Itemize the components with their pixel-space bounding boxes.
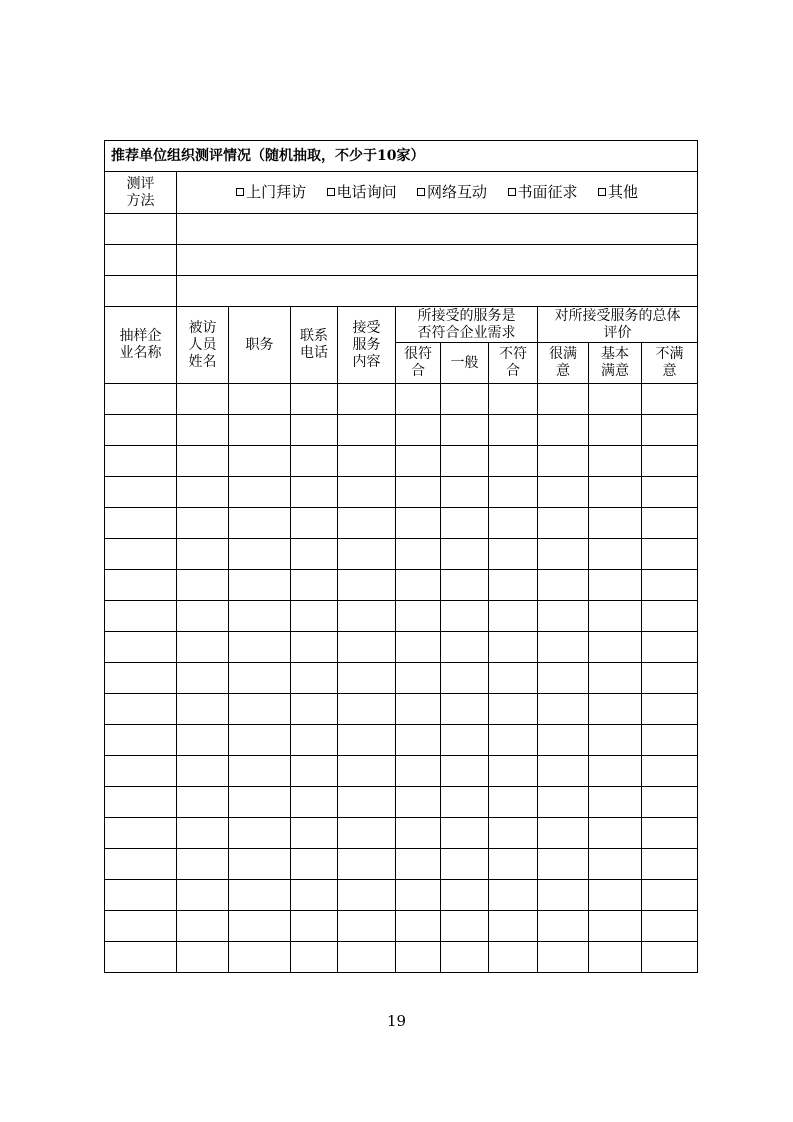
table-cell[interactable] xyxy=(538,384,589,415)
table-cell[interactable] xyxy=(642,787,698,818)
table-cell[interactable] xyxy=(538,694,589,725)
table-cell[interactable] xyxy=(538,818,589,849)
table-cell[interactable] xyxy=(441,818,489,849)
table-cell[interactable] xyxy=(396,384,441,415)
header-meets-needs-group: 所接受的服务是 否符合企业需求 xyxy=(396,307,538,343)
table-cell[interactable] xyxy=(229,911,291,942)
table-cell[interactable] xyxy=(441,787,489,818)
table-cell[interactable] xyxy=(538,787,589,818)
table-cell[interactable] xyxy=(538,880,589,911)
table-row xyxy=(105,632,698,663)
table-cell[interactable] xyxy=(589,508,642,539)
table-row xyxy=(105,911,698,942)
table-cell[interactable] xyxy=(642,415,698,446)
option-onsite-visit[interactable]: 上门拜访 xyxy=(236,184,306,201)
table-cell[interactable] xyxy=(177,508,229,539)
option-written-request[interactable]: 书面征求 xyxy=(508,184,578,201)
table-cell[interactable] xyxy=(538,756,589,787)
table-cell[interactable] xyxy=(396,477,441,508)
table-cell[interactable] xyxy=(642,508,698,539)
table-cell[interactable] xyxy=(177,725,229,756)
table-cell[interactable] xyxy=(177,818,229,849)
table-cell[interactable] xyxy=(489,880,538,911)
table-cell[interactable] xyxy=(441,632,489,663)
table-cell[interactable] xyxy=(441,725,489,756)
method-detail-row xyxy=(105,214,698,245)
page-number: 19 xyxy=(386,1012,407,1030)
table-cell[interactable] xyxy=(105,756,177,787)
table-cell[interactable] xyxy=(105,818,177,849)
method-label-line1: 测评 xyxy=(126,175,155,192)
table-cell[interactable] xyxy=(489,942,538,973)
table-cell[interactable] xyxy=(642,601,698,632)
table-cell[interactable] xyxy=(642,632,698,663)
table-cell[interactable] xyxy=(642,880,698,911)
table-cell[interactable] xyxy=(538,911,589,942)
table-cell[interactable] xyxy=(291,911,338,942)
table-cell[interactable] xyxy=(177,539,229,570)
table-cell[interactable] xyxy=(642,539,698,570)
table-cell[interactable] xyxy=(291,384,338,415)
table-cell[interactable] xyxy=(105,601,177,632)
table-cell[interactable] xyxy=(396,632,441,663)
table-cell[interactable] xyxy=(229,942,291,973)
table-cell[interactable] xyxy=(396,880,441,911)
table-cell[interactable] xyxy=(538,415,589,446)
table-title: 推荐单位组织测评情况（随机抽取，不少于10家） xyxy=(105,141,698,172)
table-cell[interactable] xyxy=(441,601,489,632)
table-cell[interactable] xyxy=(338,880,396,911)
table-row xyxy=(105,570,698,601)
header-position: 职务 xyxy=(229,307,291,384)
table-cell[interactable] xyxy=(177,911,229,942)
table-cell[interactable] xyxy=(291,477,338,508)
table-cell[interactable] xyxy=(642,818,698,849)
table-cell[interactable] xyxy=(441,477,489,508)
table-cell[interactable] xyxy=(229,663,291,694)
header-eval-mid: 基本 满意 xyxy=(589,343,642,384)
table-row xyxy=(105,787,698,818)
table-cell[interactable] xyxy=(177,415,229,446)
table-row xyxy=(105,384,698,415)
checkbox-icon[interactable] xyxy=(417,188,425,196)
table-cell[interactable] xyxy=(291,818,338,849)
table-cell[interactable] xyxy=(489,570,538,601)
table-cell[interactable] xyxy=(229,725,291,756)
table-cell[interactable] xyxy=(441,942,489,973)
table-cell[interactable] xyxy=(642,446,698,477)
table-cell[interactable] xyxy=(589,880,642,911)
table-cell[interactable] xyxy=(538,446,589,477)
table-cell[interactable] xyxy=(396,508,441,539)
table-cell[interactable] xyxy=(105,694,177,725)
table-cell[interactable] xyxy=(489,477,538,508)
table-cell[interactable] xyxy=(291,508,338,539)
table-cell[interactable] xyxy=(177,787,229,818)
header-meets-high: 很符 合 xyxy=(396,343,441,384)
table-cell[interactable] xyxy=(338,570,396,601)
table-cell[interactable] xyxy=(229,477,291,508)
table-cell[interactable] xyxy=(441,508,489,539)
table-cell[interactable] xyxy=(229,818,291,849)
table-cell[interactable] xyxy=(229,570,291,601)
table-cell[interactable] xyxy=(291,570,338,601)
table-cell[interactable] xyxy=(589,601,642,632)
table-cell[interactable] xyxy=(589,849,642,880)
table-cell[interactable] xyxy=(105,539,177,570)
table-row xyxy=(105,756,698,787)
table-cell[interactable] xyxy=(538,725,589,756)
table-cell[interactable] xyxy=(538,632,589,663)
header-meets-mid: 一般 xyxy=(441,343,489,384)
header-phone: 联系 电话 xyxy=(291,307,338,384)
table-cell[interactable] xyxy=(338,601,396,632)
table-cell[interactable] xyxy=(489,911,538,942)
table-cell[interactable] xyxy=(396,446,441,477)
table-cell[interactable] xyxy=(441,570,489,601)
table-cell[interactable] xyxy=(489,415,538,446)
table-cell[interactable] xyxy=(441,384,489,415)
table-row xyxy=(105,415,698,446)
table-cell[interactable] xyxy=(105,849,177,880)
table-cell[interactable] xyxy=(489,601,538,632)
table-cell[interactable] xyxy=(396,601,441,632)
table-cell[interactable] xyxy=(338,942,396,973)
table-cell[interactable] xyxy=(229,849,291,880)
table-cell[interactable] xyxy=(229,384,291,415)
table-cell[interactable] xyxy=(177,694,229,725)
table-cell[interactable] xyxy=(291,849,338,880)
table-cell[interactable] xyxy=(291,756,338,787)
table-cell[interactable] xyxy=(489,787,538,818)
table-cell[interactable] xyxy=(642,756,698,787)
table-cell[interactable] xyxy=(589,942,642,973)
table-cell[interactable] xyxy=(229,415,291,446)
checkbox-icon[interactable] xyxy=(508,188,516,196)
table-cell[interactable] xyxy=(642,849,698,880)
table-cell[interactable] xyxy=(291,539,338,570)
table-row xyxy=(105,508,698,539)
table-cell[interactable] xyxy=(538,570,589,601)
table-cell[interactable] xyxy=(642,942,698,973)
table-cell[interactable] xyxy=(642,911,698,942)
table-row xyxy=(105,446,698,477)
table-row xyxy=(105,880,698,911)
table-cell[interactable] xyxy=(441,849,489,880)
table-cell[interactable] xyxy=(589,756,642,787)
table-cell[interactable] xyxy=(338,849,396,880)
table-cell[interactable] xyxy=(229,694,291,725)
table-cell[interactable] xyxy=(589,632,642,663)
header-company-name: 抽样企 业名称 xyxy=(105,307,177,384)
table-row xyxy=(105,942,698,973)
table-cell[interactable] xyxy=(291,694,338,725)
evaluation-form-table xyxy=(104,140,698,973)
table-cell[interactable] xyxy=(105,384,177,415)
table-cell[interactable] xyxy=(229,787,291,818)
table-cell[interactable] xyxy=(229,446,291,477)
checkbox-icon[interactable] xyxy=(327,188,335,196)
header-eval-high: 很满 意 xyxy=(538,343,589,384)
table-cell[interactable] xyxy=(441,694,489,725)
method-label xyxy=(105,172,177,214)
table-cell[interactable] xyxy=(105,632,177,663)
table-cell[interactable] xyxy=(489,663,538,694)
table-cell[interactable] xyxy=(177,384,229,415)
table-cell[interactable] xyxy=(589,818,642,849)
table-cell[interactable] xyxy=(396,787,441,818)
table-cell[interactable] xyxy=(177,446,229,477)
table-cell[interactable] xyxy=(177,601,229,632)
table-cell[interactable] xyxy=(441,539,489,570)
table-cell[interactable] xyxy=(441,880,489,911)
table-cell[interactable] xyxy=(538,849,589,880)
table-row xyxy=(105,818,698,849)
table-cell[interactable] xyxy=(338,911,396,942)
table-cell[interactable] xyxy=(105,663,177,694)
table-cell[interactable] xyxy=(177,849,229,880)
table-row xyxy=(105,477,698,508)
table-cell[interactable] xyxy=(396,663,441,694)
table-cell[interactable] xyxy=(229,508,291,539)
table-cell[interactable] xyxy=(589,787,642,818)
table-cell[interactable] xyxy=(441,911,489,942)
table-cell[interactable] xyxy=(589,415,642,446)
table-cell[interactable] xyxy=(338,415,396,446)
table-cell[interactable] xyxy=(105,725,177,756)
table-cell[interactable] xyxy=(338,694,396,725)
column-header-row-1 xyxy=(105,307,698,343)
table-row xyxy=(105,601,698,632)
table-cell[interactable] xyxy=(105,508,177,539)
table-cell[interactable] xyxy=(396,911,441,942)
table-cell[interactable] xyxy=(291,415,338,446)
table-cell[interactable] xyxy=(489,818,538,849)
table-cell[interactable] xyxy=(177,756,229,787)
table-cell[interactable] xyxy=(538,477,589,508)
table-cell[interactable] xyxy=(338,384,396,415)
table-row xyxy=(105,725,698,756)
table-cell[interactable] xyxy=(441,415,489,446)
table-cell[interactable] xyxy=(642,384,698,415)
table-row xyxy=(105,694,698,725)
table-cell[interactable] xyxy=(589,446,642,477)
table-cell[interactable] xyxy=(338,663,396,694)
table-cell[interactable] xyxy=(589,694,642,725)
header-service-content: 接受 服务 内容 xyxy=(338,307,396,384)
table-cell[interactable] xyxy=(338,539,396,570)
table-cell[interactable] xyxy=(396,818,441,849)
table-cell[interactable] xyxy=(291,942,338,973)
table-cell[interactable] xyxy=(338,818,396,849)
table-cell[interactable] xyxy=(105,446,177,477)
table-cell[interactable] xyxy=(105,415,177,446)
table-cell[interactable] xyxy=(396,570,441,601)
table-cell[interactable] xyxy=(105,787,177,818)
table-cell[interactable] xyxy=(489,384,538,415)
method-label-line2: 方法 xyxy=(126,192,155,209)
table-cell[interactable] xyxy=(489,539,538,570)
method-options xyxy=(177,172,698,214)
table-cell[interactable] xyxy=(396,694,441,725)
table-cell[interactable] xyxy=(396,725,441,756)
table-cell[interactable] xyxy=(229,601,291,632)
table-cell[interactable] xyxy=(338,632,396,663)
table-cell[interactable] xyxy=(538,508,589,539)
header-eval-low: 不满 意 xyxy=(642,343,698,384)
table-cell[interactable] xyxy=(105,477,177,508)
table-cell[interactable] xyxy=(441,756,489,787)
table-cell[interactable] xyxy=(177,942,229,973)
method-row xyxy=(105,172,698,214)
table-cell[interactable] xyxy=(291,725,338,756)
option-other[interactable]: 其他 xyxy=(598,184,638,201)
table-cell[interactable] xyxy=(538,539,589,570)
table-cell[interactable] xyxy=(396,415,441,446)
table-cell[interactable] xyxy=(589,725,642,756)
table-cell[interactable] xyxy=(642,694,698,725)
table-cell[interactable] xyxy=(177,663,229,694)
table-cell[interactable] xyxy=(105,911,177,942)
table-cell[interactable] xyxy=(396,942,441,973)
table-cell[interactable] xyxy=(338,508,396,539)
table-cell[interactable] xyxy=(589,477,642,508)
table-cell[interactable] xyxy=(489,849,538,880)
table-cell[interactable] xyxy=(338,725,396,756)
table-cell[interactable] xyxy=(642,570,698,601)
table-cell[interactable] xyxy=(589,911,642,942)
method-detail-row xyxy=(105,245,698,276)
table-cell[interactable] xyxy=(338,477,396,508)
table-cell[interactable] xyxy=(642,477,698,508)
table-cell[interactable] xyxy=(177,880,229,911)
table-cell[interactable] xyxy=(589,384,642,415)
table-cell[interactable] xyxy=(338,446,396,477)
table-cell[interactable] xyxy=(589,663,642,694)
header-visitee-name: 被访 人员 姓名 xyxy=(177,307,229,384)
table-cell[interactable] xyxy=(489,756,538,787)
table-cell[interactable] xyxy=(642,725,698,756)
table-cell[interactable] xyxy=(177,570,229,601)
table-cell[interactable] xyxy=(441,663,489,694)
method-detail-row xyxy=(105,276,698,307)
header-overall-evaluation-group: 对所接受服务的总体 评价 xyxy=(538,307,698,343)
table-cell[interactable] xyxy=(589,570,642,601)
table-cell[interactable] xyxy=(291,880,338,911)
table-cell[interactable] xyxy=(441,446,489,477)
table-cell[interactable] xyxy=(489,446,538,477)
table-cell[interactable] xyxy=(291,632,338,663)
table-row xyxy=(105,663,698,694)
table-cell[interactable] xyxy=(229,880,291,911)
checkbox-icon[interactable] xyxy=(598,188,606,196)
table-cell[interactable] xyxy=(538,942,589,973)
table-cell[interactable] xyxy=(338,787,396,818)
header-meets-low: 不符 合 xyxy=(489,343,538,384)
table-cell[interactable] xyxy=(291,787,338,818)
table-cell[interactable] xyxy=(177,632,229,663)
table-cell[interactable] xyxy=(489,508,538,539)
table-cell[interactable] xyxy=(177,477,229,508)
table-cell[interactable] xyxy=(291,663,338,694)
table-cell[interactable] xyxy=(105,570,177,601)
table-cell[interactable] xyxy=(538,663,589,694)
table-cell[interactable] xyxy=(229,756,291,787)
table-cell[interactable] xyxy=(489,632,538,663)
table-cell[interactable] xyxy=(291,601,338,632)
table-cell[interactable] xyxy=(642,663,698,694)
option-online-interaction[interactable]: 网络互动 xyxy=(417,184,487,201)
table-row xyxy=(105,539,698,570)
table-cell[interactable] xyxy=(538,601,589,632)
table-row xyxy=(105,849,698,880)
checkbox-icon[interactable] xyxy=(236,188,244,196)
table-cell[interactable] xyxy=(105,880,177,911)
table-cell[interactable] xyxy=(338,756,396,787)
table-cell[interactable] xyxy=(229,539,291,570)
table-cell[interactable] xyxy=(489,725,538,756)
table-cell[interactable] xyxy=(105,942,177,973)
title-row xyxy=(105,141,698,172)
table-cell[interactable] xyxy=(291,446,338,477)
data-rows xyxy=(105,384,698,973)
option-phone-inquiry[interactable]: 电话询问 xyxy=(327,184,397,201)
table-cell[interactable] xyxy=(589,539,642,570)
table-cell[interactable] xyxy=(229,632,291,663)
table-cell[interactable] xyxy=(489,694,538,725)
table-cell[interactable] xyxy=(396,849,441,880)
table-cell[interactable] xyxy=(396,756,441,787)
table-cell[interactable] xyxy=(396,539,441,570)
